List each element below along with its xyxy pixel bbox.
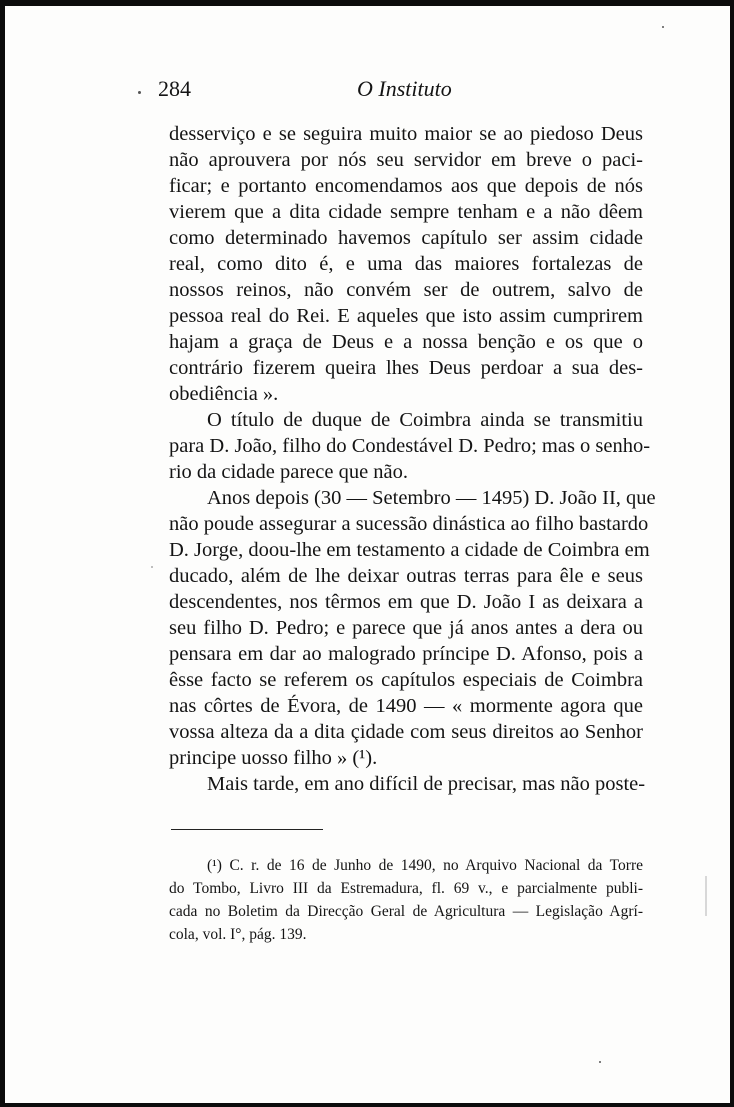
body-line: êsse facto se referem os capítulos especiais de Coimbra	[169, 669, 643, 691]
body-line: seu filho D. Pedro; e parece que já anos antes a dera ou	[169, 617, 643, 639]
body-line: descendentes, nos têrmos em que D. João I as deixara a	[169, 591, 643, 613]
body-line: obediência ».	[169, 383, 279, 405]
body-line: vossa alteza da a dita çidade com seus direitos ao Senhor	[169, 721, 643, 743]
body-line: ducado, além de lhe deixar outras terras para êle e seus	[169, 565, 643, 587]
body-line: contrário fizerem queira lhes Deus perdoar a sua des-	[169, 357, 643, 379]
page-header	[5, 76, 734, 106]
scan-speck	[599, 1061, 601, 1063]
scan-speck	[138, 91, 141, 94]
body-line: Mais tarde, em ano difícil de precisar, mas não poste-	[207, 773, 646, 795]
page-number: 284	[158, 76, 191, 101]
body-line: principe uosso filho » (¹).	[169, 747, 378, 769]
body-line: Anos depois (30 — Setembro — 1495) D. João II, que	[207, 487, 656, 509]
body-line: real, como dito é, e uma das maiores fortalezas de	[169, 253, 643, 275]
footnote-separator	[171, 829, 323, 830]
footnote-line: cola, vol. I°, pág. 139.	[169, 926, 307, 943]
body-line: pessoa real do Rei. E aqueles que isto assim cumprirem	[169, 305, 643, 327]
scan-speck	[662, 26, 664, 28]
running-title: O Instituto	[357, 76, 452, 101]
body-line: O título de duque de Coimbra ainda se transmitiu	[207, 409, 643, 431]
body-line: vierem que a dita cidade sempre tenham e a não dêem	[169, 201, 643, 223]
body-text	[169, 121, 656, 797]
body-line: nossos reinos, não convém ser de outrem, salvo de	[169, 279, 643, 301]
footnote-line: cada no Boletim da Direcção Geral de Agricultura — Legislação Agrí-	[169, 903, 643, 920]
body-line: como determinado havemos capítulo ser assim cidade	[169, 227, 643, 249]
body-line: hajam a graça de Deus e a nossa benção e os que o	[169, 331, 643, 353]
footnotes	[169, 854, 643, 946]
body-line: D. Jorge, doou-lhe em testamento a cidade de Coimbra em	[169, 539, 650, 561]
body-line: pensara em dar ao malogrado príncipe D. Afonso, pois a	[169, 643, 643, 665]
scan-mark	[705, 876, 707, 916]
body-line: ficar; e portanto encomendamos aos que depois de nós	[169, 175, 643, 197]
footnote-line: (¹) C. r. de 16 de Junho de 1490, no Arquivo Nacional da Torre	[207, 857, 643, 874]
footnote-line: do Tombo, Livro III da Estremadura, fl. 69 v., e parcialmente publi-	[169, 880, 643, 897]
body-line: para D. João, filho do Condestável D. Pedro; mas o senho-	[169, 435, 651, 457]
body-line: não aprouvera por nós seu servidor em breve o paci-	[169, 149, 643, 171]
body-line: nas côrtes de Évora, de 1490 — « mormente agora que	[169, 695, 643, 717]
scan-speck	[151, 566, 153, 568]
body-line: não poude assegurar a sucessão dinástica ao filho bastardo	[169, 513, 649, 535]
body-line: desserviço e se seguira muito maior se ao piedoso Deus	[169, 123, 643, 145]
body-line: rio da cidade parece que não.	[169, 461, 409, 483]
